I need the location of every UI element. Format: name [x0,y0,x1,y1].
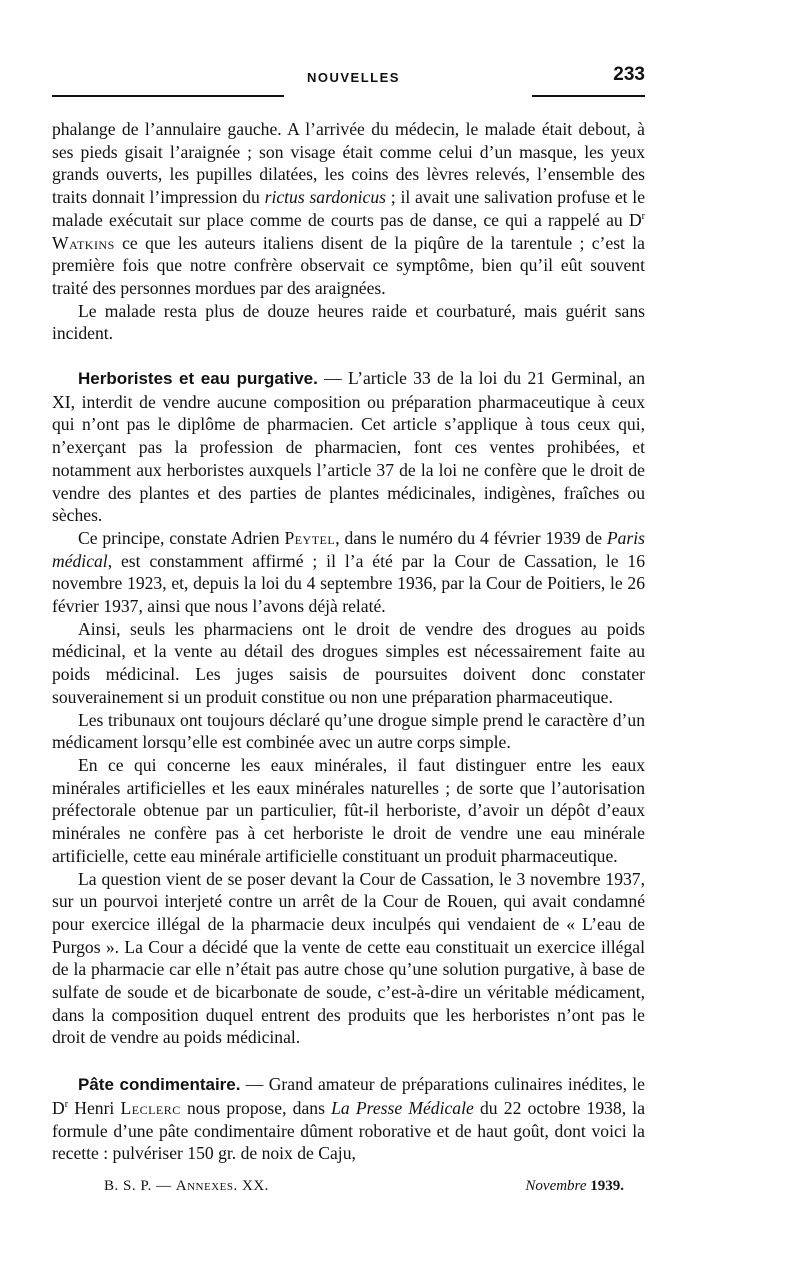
paragraph: Les tribunaux ont toujours déclaré qu’une drogue simple prend le caractère d’un médicament lorsqu’elle est combinée avec un autre corps simple. [52,709,645,753]
author-name: Leclerc [120,1097,181,1118]
section-heading: Herboristes et eau purgative. [78,369,318,389]
section-gap [52,1049,645,1073]
running-head: NOUVELLES [307,70,400,85]
page-body [52,118,645,1165]
footer-signature [104,1178,269,1195]
section-heading: Pâte condimentaire. [78,1075,241,1095]
paragraph: Le malade resta plus de douze heures raide et courbaturé, mais guérit sans incident. [52,300,645,344]
author-name: Peytel [284,527,336,548]
latin-term: rictus sardonicus [264,187,387,208]
paragraph [52,527,645,618]
journal-title: La Presse Médicale [331,1097,474,1118]
page-footer [104,1178,624,1200]
text-run: ce que les auteurs italiens disent de la piqûre de la tarentule ; c’est la première fois que notre confrère observait ce symptôme, bien qu’il eût souvent traité des personnes mordues par des araignées. [52,232,645,298]
footer-year: 1939. [590,1178,624,1194]
journal-title: Paris médical [52,527,645,571]
text-run: , dans le numéro du 4 février 1939 de [335,527,607,548]
paragraph: La question vient de se poser devant la Cour de Cassation, le 3 novembre 1937, sur un pourvoi interjeté contre un arrêt de la Cour de Rouen, qui avait condamné pour exercice illégal de la pharmacie deux inculpés qui vendaient de « L’eau de Purgos ». La Cour a décidé que la vente de cette eau constituait un exercice illégal de la pharmacie car elle n’était pas autre chose qu’une solution purgative, à base de sulfate de soude et de bicarbonate de soude, c’est-à-dire un véritable médicament, dans la composition duquel entrent des produits que les herboristes n’ont pas le droit de vendre au poids médicinal. [52,868,645,1048]
footer-text: Annexes [175,1178,234,1194]
footer-text: B. S. P. — [104,1178,176,1194]
text-run: nous propose, dans [180,1097,332,1118]
author-name: Watkins [52,232,115,253]
paragraph: Ainsi, seuls les pharmaciens ont le droit de vendre des drogues au poids médicinal, et la vente au détail des drogues simples est nécessairement faite au poids médicinal. Les juges saisis de poursuites doivent donc constater souverainement si un produit constitue ou non une préparation pharmaceutique. [52,618,645,707]
paragraph: En ce qui concerne les eaux minérales, il faut distinguer entre les eaux minérales artificielles et les eaux minérales naturelles ; de sorte que l’autorisation préfectorale obtenue par un particulier, fût-il herboriste, d’avoir un dépôt d’eaux minérales ne confère pas à cet herboriste le droit de vendre une eau minérale artificielle, cette eau minérale artificielle constituant un produit pharmaceutique. [52,754,645,866]
paragraph-section-pate [52,1073,645,1165]
footer-text: . XX. [233,1178,269,1194]
section-gap [52,345,645,367]
header-rule-left [52,95,284,97]
header-rule-right [532,95,645,97]
footer-month: Novembre [525,1178,591,1194]
footer-date [525,1178,624,1195]
text-run: Henri [68,1097,121,1118]
page-number: 233 [613,64,645,85]
text-run: , est constamment affirmé ; il l’a été par la Cour de Cassation, le 16 novembre 1923, et, depuis la loi du 4 septembre 1936, par la Cour de Poitiers, le 26 février 1937, ainsi que nous l’avons déjà relaté. [52,550,645,617]
paragraph-continuation [52,118,645,300]
text-run: — L’article 33 de la loi du 21 Germinal, an XI, interdit de vendre aucune composition ou préparation pharmaceutique à ceux qui n’ont pas le diplôme de pharmacien. Cet article s’applique à tous ceux qui, n’exerçant pas la profession de pharmacien, font ces ventes prohibées, et notamment aux herboristes auxquels l’article 37 de la loi ne confère que le droit de vendre des plantes et des parties de plantes médicinales, indigènes, fraîches ou sèches. [52,368,645,526]
text-run: Ce principe, constate Adrien [78,527,285,548]
text-run: ; il avait une salivation profuse et le malade exécutait sur place comme de courts pas de danse, ce qui a rappelé au D [52,187,645,230]
paragraph-section-herboristes [52,367,645,527]
text-run: du 22 octobre 1938, la formule d’une pâte condimentaire dûment roborative et de haut goût, dont voici la recette : pulvériser 150 gr. de noix de Caju, [52,1097,646,1164]
superscript: r [641,210,645,222]
text-run: phalange de l’annulaire gauche. A l’arrivée du médecin, le malade était debout, à ses pieds gisait l’araignée ; son visage était comme celui d’un masque, les yeux grands ouverts, les pupilles dilatées, les coins des lèvres relevés, l’ensemble des traits donnait l’impression du [52,119,645,208]
page-header [52,66,645,96]
superscript: r [64,1098,69,1110]
text-run: — Grand amateur de préparations culinaires inédites, le D [52,1074,645,1118]
